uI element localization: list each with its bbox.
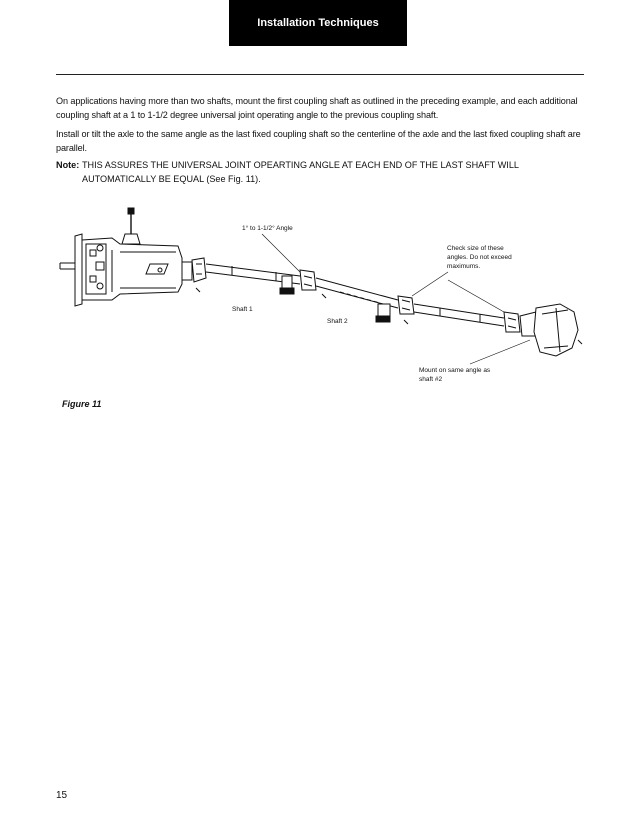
paragraph-multiple-shafts: On applications having more than two shafts, mount the first coupling shaft as outlined in the preceding example, and each additional coupling shaft at a 1 to 1-1/2 degree universal joint operating angle to the previous coupling shaft. [56, 96, 578, 120]
page-number: 15 [56, 790, 68, 801]
callout-shaft-2: Shaft 2 [327, 318, 348, 325]
u-joint-4 [504, 312, 520, 332]
note-text: THIS ASSURES THE UNIVERSAL JOINT OPEARTING ANGLE AT EACH END OF THE LAST SHAFT WILL AUTOMATICALLY BE EQUAL (See Fig. 11). [82, 160, 519, 184]
callout-mount-angle: Mount on same angle as shaft #2 [419, 367, 491, 383]
mount-leader [470, 340, 530, 364]
header-rule [56, 74, 584, 75]
u-joint-1 [192, 258, 206, 282]
transmission-flange [75, 234, 82, 306]
note-block [56, 158, 584, 186]
check-leader-1 [412, 272, 448, 296]
section-header-tab [229, 0, 407, 46]
figure-caption: Figure 11 [62, 399, 102, 409]
note-label: Note: [56, 160, 80, 170]
shaft-3 [414, 304, 504, 326]
check-leader-2 [448, 280, 504, 312]
callout-shaft-1: Shaft 1 [232, 306, 253, 313]
callout-angle: 1° to 1-1/2° Angle [242, 225, 293, 232]
driveline-diagram [0, 200, 638, 400]
shift-lever [129, 212, 133, 234]
callout-check-angles: Check size of these angles. Do not exceed maximums. [447, 245, 512, 270]
paragraph-axle-tilt: Install or tilt the axle to the same angle as the last fixed coupling shaft so the centerline of the axle and the last fixed coupling shaft are parallel. [56, 129, 581, 153]
u-joint-3 [398, 296, 414, 314]
u-joint-2 [300, 270, 316, 290]
section-title: Installation Techniques [257, 17, 379, 29]
angle-leader [262, 234, 300, 272]
input-shaft [60, 263, 75, 269]
